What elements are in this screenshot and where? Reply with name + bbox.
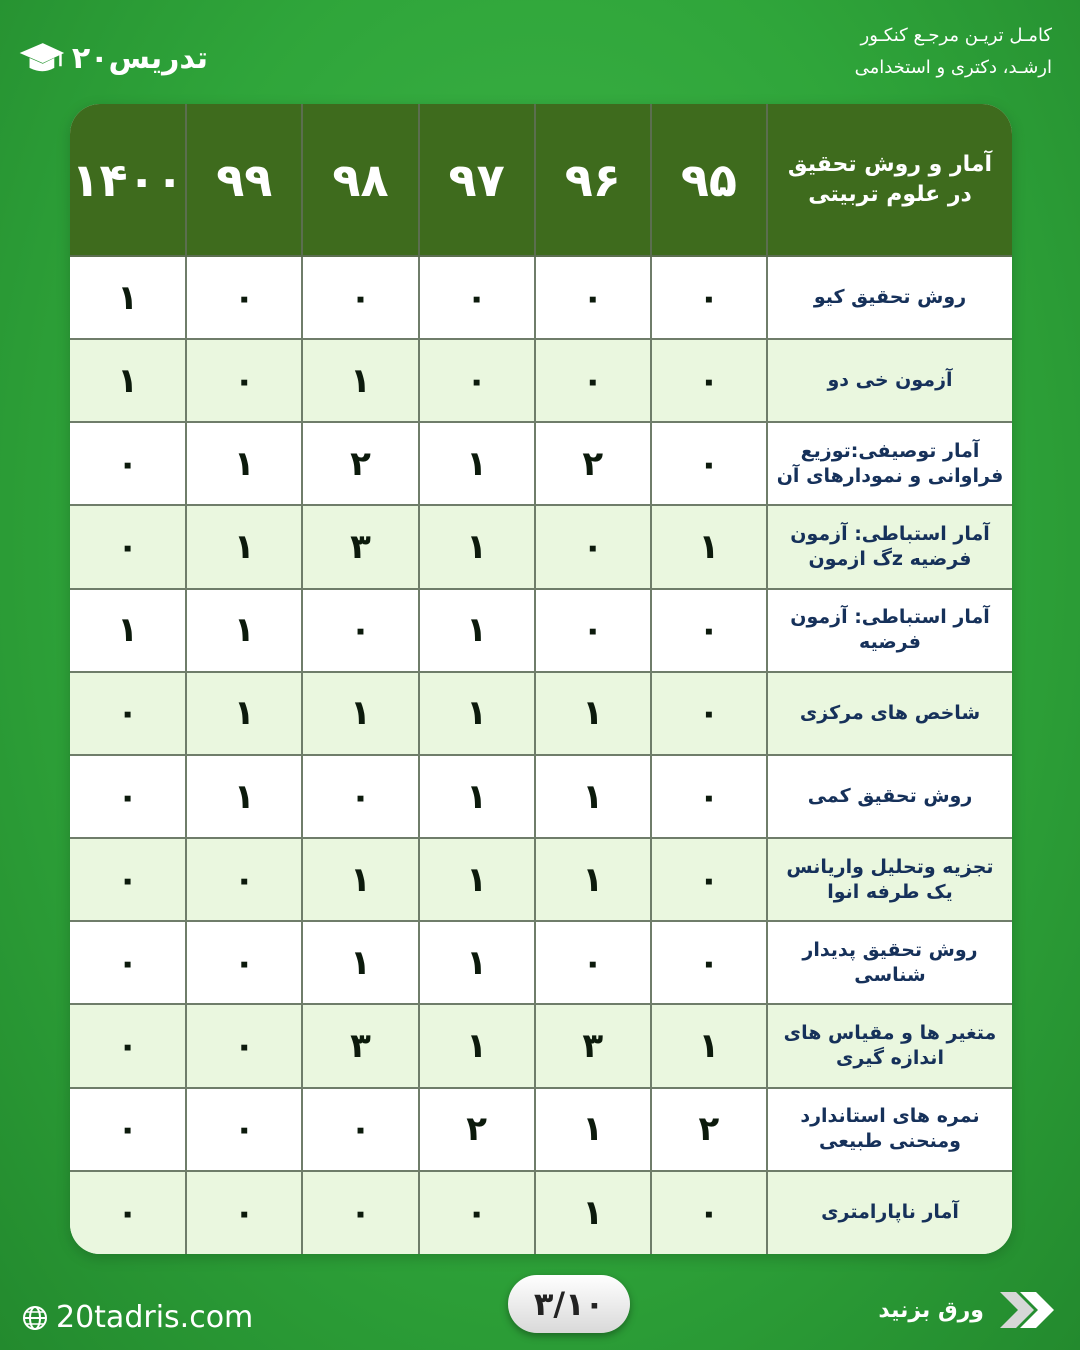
count-cell: ۱ bbox=[186, 422, 302, 505]
table-row bbox=[70, 339, 1012, 422]
tagline-line-2: ارشـد، دکتری و استخدامی bbox=[854, 57, 1052, 78]
count-cell: ۱ bbox=[535, 1171, 651, 1254]
table-row bbox=[70, 672, 1012, 755]
count-cell: ۰ bbox=[302, 1088, 418, 1171]
year-header-95: ۹۵ bbox=[651, 104, 767, 256]
count-cell: ۱ bbox=[186, 755, 302, 838]
count-cell: ۱ bbox=[70, 256, 186, 339]
topic-cell: آمار استباطی: آزمون فرضیه zگ ازمون bbox=[767, 505, 1012, 588]
count-cell: ۱ bbox=[419, 755, 535, 838]
count-cell: ۱ bbox=[186, 589, 302, 672]
count-cell: ۰ bbox=[302, 256, 418, 339]
count-cell: ۰ bbox=[651, 672, 767, 755]
count-cell: ۲ bbox=[651, 1088, 767, 1171]
count-cell: ۰ bbox=[186, 1004, 302, 1087]
count-cell: ۰ bbox=[302, 589, 418, 672]
count-cell: ۰ bbox=[186, 1171, 302, 1254]
topic-cell: آمار استباطی: آزمون فرضیه bbox=[767, 589, 1012, 672]
count-cell: ۲ bbox=[419, 1088, 535, 1171]
count-cell: ۰ bbox=[186, 339, 302, 422]
table-row bbox=[70, 422, 1012, 505]
count-cell: ۱ bbox=[535, 672, 651, 755]
count-cell: ۰ bbox=[70, 1004, 186, 1087]
count-cell: ۱ bbox=[535, 838, 651, 921]
count-cell: ۰ bbox=[186, 1088, 302, 1171]
table-body bbox=[70, 256, 1012, 1254]
count-cell: ۰ bbox=[535, 505, 651, 588]
count-cell: ۰ bbox=[651, 589, 767, 672]
count-cell: ۳ bbox=[302, 1004, 418, 1087]
count-cell: ۱ bbox=[419, 422, 535, 505]
count-cell: ۰ bbox=[651, 256, 767, 339]
year-header-97: ۹۷ bbox=[419, 104, 535, 256]
topic-cell: روش تحقیق پدیدار شناسی bbox=[767, 921, 1012, 1004]
topic-cell: آمار توصیفی:توزیع فراوانی و نمودارهای آن bbox=[767, 422, 1012, 505]
table-row bbox=[70, 838, 1012, 921]
count-cell: ۰ bbox=[70, 755, 186, 838]
count-cell: ۰ bbox=[419, 256, 535, 339]
count-cell: ۱ bbox=[535, 755, 651, 838]
count-cell: ۱ bbox=[419, 838, 535, 921]
count-cell: ۰ bbox=[651, 339, 767, 422]
count-cell: ۱ bbox=[186, 672, 302, 755]
count-cell: ۰ bbox=[70, 422, 186, 505]
count-cell: ۱ bbox=[186, 505, 302, 588]
logo-text: ۲۰تدریس bbox=[71, 40, 208, 76]
count-cell: ۱ bbox=[419, 921, 535, 1004]
count-cell: ۱ bbox=[302, 921, 418, 1004]
count-cell: ۰ bbox=[535, 256, 651, 339]
table-row bbox=[70, 256, 1012, 339]
count-cell: ۱ bbox=[419, 672, 535, 755]
year-header-98: ۹۸ bbox=[302, 104, 418, 256]
topic-cell: روش تحقیق کیو bbox=[767, 256, 1012, 339]
table-row bbox=[70, 1004, 1012, 1087]
year-header-96: ۹۶ bbox=[535, 104, 651, 256]
table-row bbox=[70, 1088, 1012, 1171]
swipe-label: ورق بزنید bbox=[878, 1297, 984, 1323]
tagline-line-1: کامـل تریـن مرجـع کنکـور bbox=[860, 25, 1052, 46]
graduation-cap-icon bbox=[18, 36, 66, 80]
count-cell: ۰ bbox=[70, 505, 186, 588]
count-cell: ۱ bbox=[419, 589, 535, 672]
count-cell: ۰ bbox=[651, 1171, 767, 1254]
count-cell: ۰ bbox=[70, 672, 186, 755]
brand-logo bbox=[18, 34, 208, 82]
topic-cell: آمار ناپارامتری bbox=[767, 1171, 1012, 1254]
count-cell: ۰ bbox=[419, 1171, 535, 1254]
statistics-table bbox=[70, 104, 1012, 1254]
year-header-99: ۹۹ bbox=[186, 104, 302, 256]
count-cell: ۰ bbox=[535, 589, 651, 672]
topic-cell: نمره های استاندارد ومنحنی طبیعی bbox=[767, 1088, 1012, 1171]
website-link[interactable] bbox=[22, 1300, 253, 1335]
table-row bbox=[70, 589, 1012, 672]
count-cell: ۱ bbox=[419, 1004, 535, 1087]
topic-cell: آزمون خی دو bbox=[767, 339, 1012, 422]
count-cell: ۰ bbox=[70, 1088, 186, 1171]
topic-cell: متغیر ها و مقیاس های اندازه گیری bbox=[767, 1004, 1012, 1087]
count-cell: ۰ bbox=[70, 921, 186, 1004]
count-cell: ۱ bbox=[651, 505, 767, 588]
double-chevron-right-icon bbox=[994, 1290, 1056, 1330]
count-cell: ۰ bbox=[186, 921, 302, 1004]
count-cell: ۱ bbox=[302, 838, 418, 921]
count-cell: ۰ bbox=[302, 755, 418, 838]
count-cell: ۲ bbox=[535, 422, 651, 505]
topic-column-header: آمار و روش تحقیق در علوم تربیتی bbox=[767, 104, 1012, 256]
page-indicator: ۳/۱۰ bbox=[508, 1275, 630, 1333]
year-header-1400: ۱۴۰۰ bbox=[70, 104, 186, 256]
count-cell: ۰ bbox=[651, 755, 767, 838]
count-cell: ۰ bbox=[70, 1171, 186, 1254]
count-cell: ۰ bbox=[186, 838, 302, 921]
count-cell: ۱ bbox=[302, 672, 418, 755]
website-url: 20tadris.com bbox=[56, 1300, 254, 1335]
topic-cell: روش تحقیق کمی bbox=[767, 755, 1012, 838]
topic-cell: شاخص های مرکزی bbox=[767, 672, 1012, 755]
count-cell: ۱ bbox=[302, 339, 418, 422]
count-cell: ۱ bbox=[419, 505, 535, 588]
count-cell: ۱ bbox=[70, 589, 186, 672]
count-cell: ۰ bbox=[651, 838, 767, 921]
table-row bbox=[70, 755, 1012, 838]
count-cell: ۲ bbox=[302, 422, 418, 505]
topic-cell: تجزیه وتحلیل واریانس یک طرفه انوا bbox=[767, 838, 1012, 921]
count-cell: ۳ bbox=[302, 505, 418, 588]
count-cell: ۰ bbox=[535, 921, 651, 1004]
count-cell: ۰ bbox=[651, 422, 767, 505]
count-cell: ۰ bbox=[651, 921, 767, 1004]
table-header-row bbox=[70, 104, 1012, 256]
table-row bbox=[70, 1171, 1012, 1254]
count-cell: ۰ bbox=[419, 339, 535, 422]
count-cell: ۰ bbox=[535, 339, 651, 422]
count-cell: ۰ bbox=[70, 838, 186, 921]
count-cell: ۰ bbox=[186, 256, 302, 339]
count-cell: ۳ bbox=[535, 1004, 651, 1087]
globe-icon bbox=[22, 1305, 48, 1331]
swipe-hint[interactable] bbox=[878, 1290, 1056, 1330]
table-row bbox=[70, 921, 1012, 1004]
count-cell: ۰ bbox=[302, 1171, 418, 1254]
count-cell: ۱ bbox=[535, 1088, 651, 1171]
count-cell: ۱ bbox=[651, 1004, 767, 1087]
tagline bbox=[792, 20, 1052, 84]
table-row bbox=[70, 505, 1012, 588]
count-cell: ۱ bbox=[70, 339, 186, 422]
